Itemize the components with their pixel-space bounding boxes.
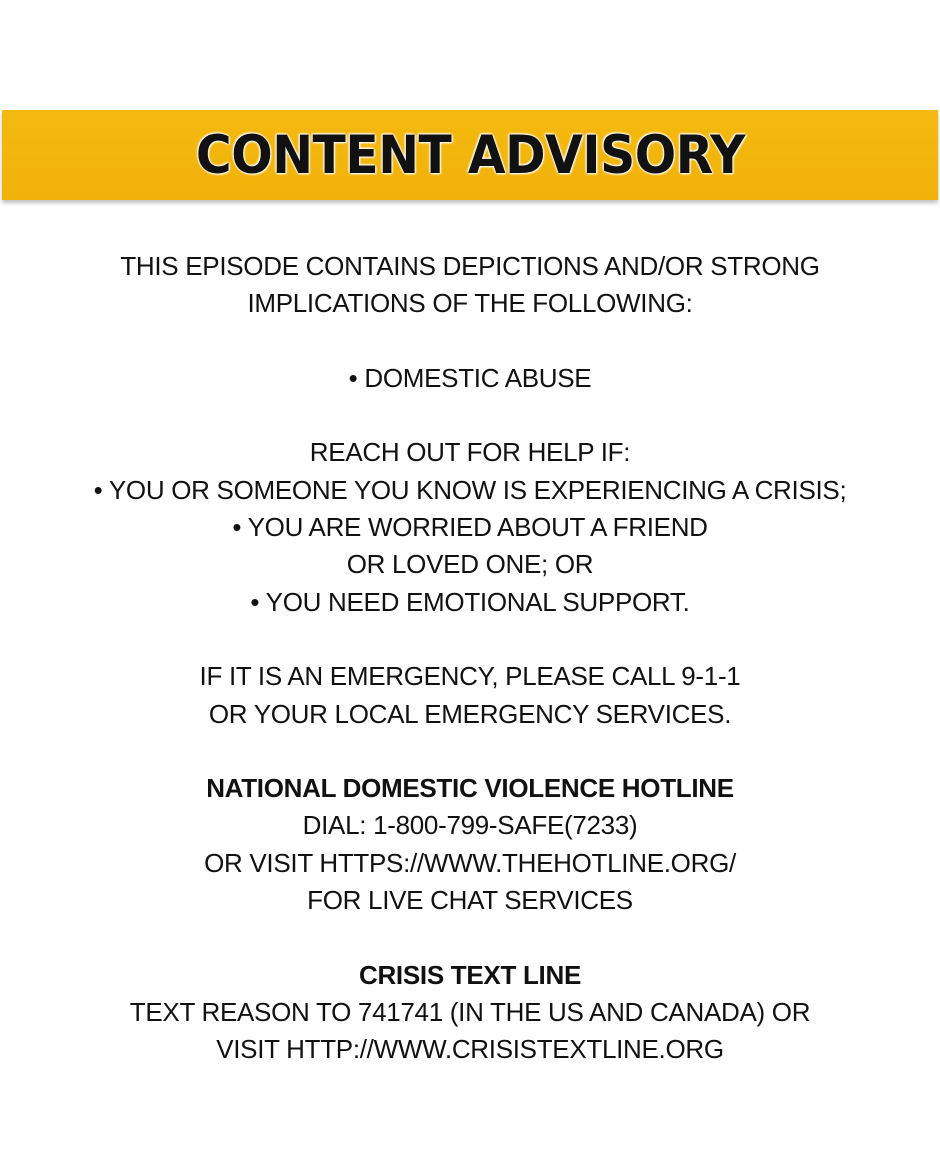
help-line: OR LOVED ONE; OR bbox=[346, 549, 594, 580]
hotline-title: NATIONAL DOMESTIC VIOLENCE HOTLINE bbox=[206, 773, 734, 804]
spacer bbox=[0, 397, 940, 434]
spacer bbox=[0, 323, 940, 360]
advisory-body bbox=[0, 248, 940, 1069]
emergency-line: OR YOUR LOCAL EMERGENCY SERVICES. bbox=[208, 698, 732, 729]
spacer bbox=[0, 919, 940, 956]
help-line: • YOU NEED EMOTIONAL SUPPORT. bbox=[250, 586, 690, 617]
topic-item: • DOMESTIC ABUSE bbox=[348, 362, 592, 393]
crisis-url: VISIT HTTP://WWW.CRISISTEXTLINE.ORG bbox=[216, 1034, 724, 1065]
hotline-phone: DIAL: 1-800-799-SAFE(7233) bbox=[302, 810, 638, 841]
hotline-note: FOR LIVE CHAT SERVICES bbox=[307, 885, 633, 916]
spacer bbox=[0, 621, 940, 658]
crisis-line: TEXT REASON TO 741741 (IN THE US AND CANADA) OR bbox=[129, 996, 811, 1027]
help-line: • YOU OR SOMEONE YOU KNOW IS EXPERIENCING A CRISIS; bbox=[93, 474, 847, 505]
advisory-title: CONTENT ADVISORY bbox=[195, 124, 745, 186]
help-heading: REACH OUT FOR HELP IF: bbox=[309, 437, 631, 468]
intro-line: IMPLICATIONS OF THE FOLLOWING: bbox=[247, 288, 693, 319]
hotline-url: OR VISIT HTTPS://WWW.THEHOTLINE.ORG/ bbox=[204, 847, 736, 878]
help-line: • YOU ARE WORRIED ABOUT A FRIEND bbox=[232, 512, 708, 543]
crisis-title: CRISIS TEXT LINE bbox=[358, 959, 581, 990]
advisory-banner bbox=[2, 110, 938, 200]
emergency-line: IF IT IS AN EMERGENCY, PLEASE CALL 9-1-1 bbox=[199, 661, 741, 692]
intro-line: THIS EPISODE CONTAINS DEPICTIONS AND/OR STRONG bbox=[120, 251, 820, 281]
spacer bbox=[0, 733, 940, 770]
